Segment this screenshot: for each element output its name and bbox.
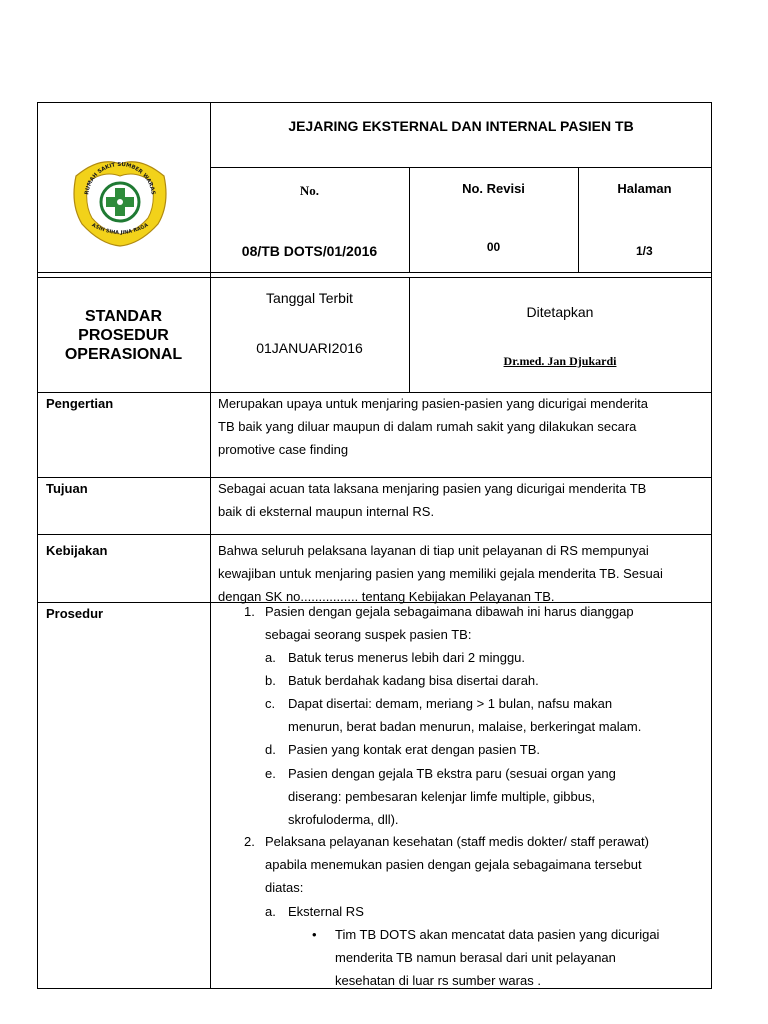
pengertian-line: Merupakan upaya untuk menjaring pasien-pasien yang dicurigai menderita	[218, 396, 648, 411]
prosedur-item-1-text	[265, 600, 705, 646]
prosedur-sub-e-marker: e.	[265, 766, 276, 781]
border-right	[711, 102, 712, 988]
no-label: No.	[299, 183, 320, 198]
prosedur-item-1-marker: 1.	[244, 604, 255, 619]
signer-name: Dr.med. Jan Djukardi	[503, 354, 617, 368]
prosedur-bullet-text	[335, 923, 705, 992]
logo-cross-center	[117, 199, 123, 205]
prosedur-line: Batuk terus menerus lebih dari 2 minggu.	[288, 650, 526, 665]
logo-bottom-text: ASIH SIHA JINA RAGA	[90, 222, 150, 237]
prosedur-sub-a-marker: a.	[265, 650, 276, 665]
revisi-label: No. Revisi	[462, 181, 525, 196]
prosedur-line: skrofuloderma, dll).	[288, 812, 399, 827]
prosedur-label: Prosedur	[46, 606, 104, 621]
prosedur-sub-c-marker: c.	[265, 696, 276, 711]
no-value: 08/TB DOTS/01/2016	[241, 243, 378, 259]
kebijakan-line: Bahwa seluruh pelaksana layanan di tiap unit pelayanan di RS mempunyai	[218, 543, 649, 558]
prosedur-line: diatas:	[265, 880, 304, 895]
sop-title-line-3: OPERASIONAL	[64, 346, 183, 363]
border-left	[37, 102, 38, 988]
kebijakan-line: kewajiban untuk menjaring pasien yang memiliki gejala menderita TB. Sesuai	[218, 566, 663, 581]
info-column-divider	[409, 277, 410, 392]
revisi-value: 00	[486, 240, 501, 254]
pengertian-label: Pengertian	[46, 396, 114, 411]
prosedur-item-2-marker: 2.	[244, 834, 255, 849]
sop-title-line-2: PROSEDUR	[78, 327, 169, 344]
halaman-label: Halaman	[617, 181, 672, 196]
header-divider-1	[37, 272, 712, 273]
prosedur-item-2-sub-a-marker: a.	[265, 904, 276, 919]
prosedur-line: Dapat disertai: demam, meriang > 1 bulan, nafsu makan	[288, 696, 613, 711]
prosedur-line: Batuk berdahak kadang bisa disertai darah.	[288, 673, 539, 688]
tujuan-line: Sebagai acuan tata laksana menjaring pasien yang dicurigai menderita TB	[218, 481, 647, 496]
tanggal-terbit-value: 01JANUARI2016	[256, 340, 363, 356]
pengertian-text	[218, 392, 704, 461]
kebijakan-line: dengan SK no................ tentang Kebijakan Pelayanan TB.	[218, 589, 555, 604]
prosedur-sub-e-text	[288, 762, 705, 831]
tujuan-line: baik di eksternal maupun internal RS.	[218, 504, 435, 519]
prosedur-sub-d-text	[288, 738, 705, 761]
prosedur-line: Tim TB DOTS akan mencatat data pasien yang dicurigai	[335, 927, 660, 942]
prosedur-line: menderita TB namun berasal dari unit pelayanan	[335, 950, 616, 965]
tanggal-terbit-label: Tanggal Terbit	[266, 290, 353, 306]
prosedur-sub-a-text	[288, 646, 705, 669]
column-divider	[210, 102, 211, 988]
tujuan-divider	[37, 534, 712, 535]
header-divider-2	[37, 277, 712, 278]
prosedur-line: Pasien dengan gejala sebagaimana dibawah ini harus dianggap	[265, 604, 634, 619]
prosedur-sub-b-marker: b.	[265, 673, 276, 688]
kebijakan-label: Kebijakan	[46, 543, 108, 558]
prosedur-line: sebagai seorang suspek pasien TB:	[265, 627, 472, 642]
tujuan-text	[218, 477, 704, 523]
ditetapkan-label: Ditetapkan	[526, 304, 594, 320]
pengertian-line: TB baik yang diluar maupun di dalam rumah sakit yang dilakukan secara	[218, 419, 637, 434]
hospital-logo	[66, 152, 174, 252]
pengertian-line: promotive case finding	[218, 442, 349, 457]
title-row-divider	[210, 167, 712, 168]
prosedur-line: Pasien dengan gejala TB ekstra paru (sesuai organ yang	[288, 766, 616, 781]
border-top	[37, 102, 712, 103]
document-title: JEJARING EKSTERNAL DAN INTERNAL PASIEN TB	[288, 118, 634, 134]
sop-title-line-1: STANDAR	[84, 308, 163, 325]
halaman-value: 1/3	[636, 244, 653, 258]
logo-top-text: RUMAH SAKIT SUMBER WARAS	[84, 161, 156, 196]
sop-title	[37, 307, 210, 364]
prosedur-line: Pasien yang kontak erat dengan pasien TB.	[288, 742, 540, 757]
prosedur-sub-c-text	[288, 692, 705, 738]
prosedur-item-2-sub-a-label: Eksternal RS	[288, 904, 364, 919]
prosedur-line: kesehatan di luar rs sumber waras .	[335, 973, 541, 988]
prosedur-line: diserang: pembesaran kelenjar limfe multiple, gibbus,	[288, 789, 596, 804]
prosedur-line: menurun, berat badan menurun, malaise, berkeringat malam.	[288, 719, 642, 734]
prosedur-line: apabila menemukan pasien dengan gejala sebagaimana tersebut	[265, 857, 642, 872]
prosedur-item-2-text	[265, 830, 705, 899]
bullet-icon: •	[312, 927, 317, 942]
tujuan-label: Tujuan	[46, 481, 88, 496]
prosedur-line: Pelaksana pelayanan kesehatan (staff medis dokter/ staff perawat)	[265, 834, 649, 849]
prosedur-sub-d-marker: d.	[265, 742, 276, 757]
kebijakan-text	[218, 539, 704, 608]
prosedur-sub-b-text	[288, 669, 705, 692]
